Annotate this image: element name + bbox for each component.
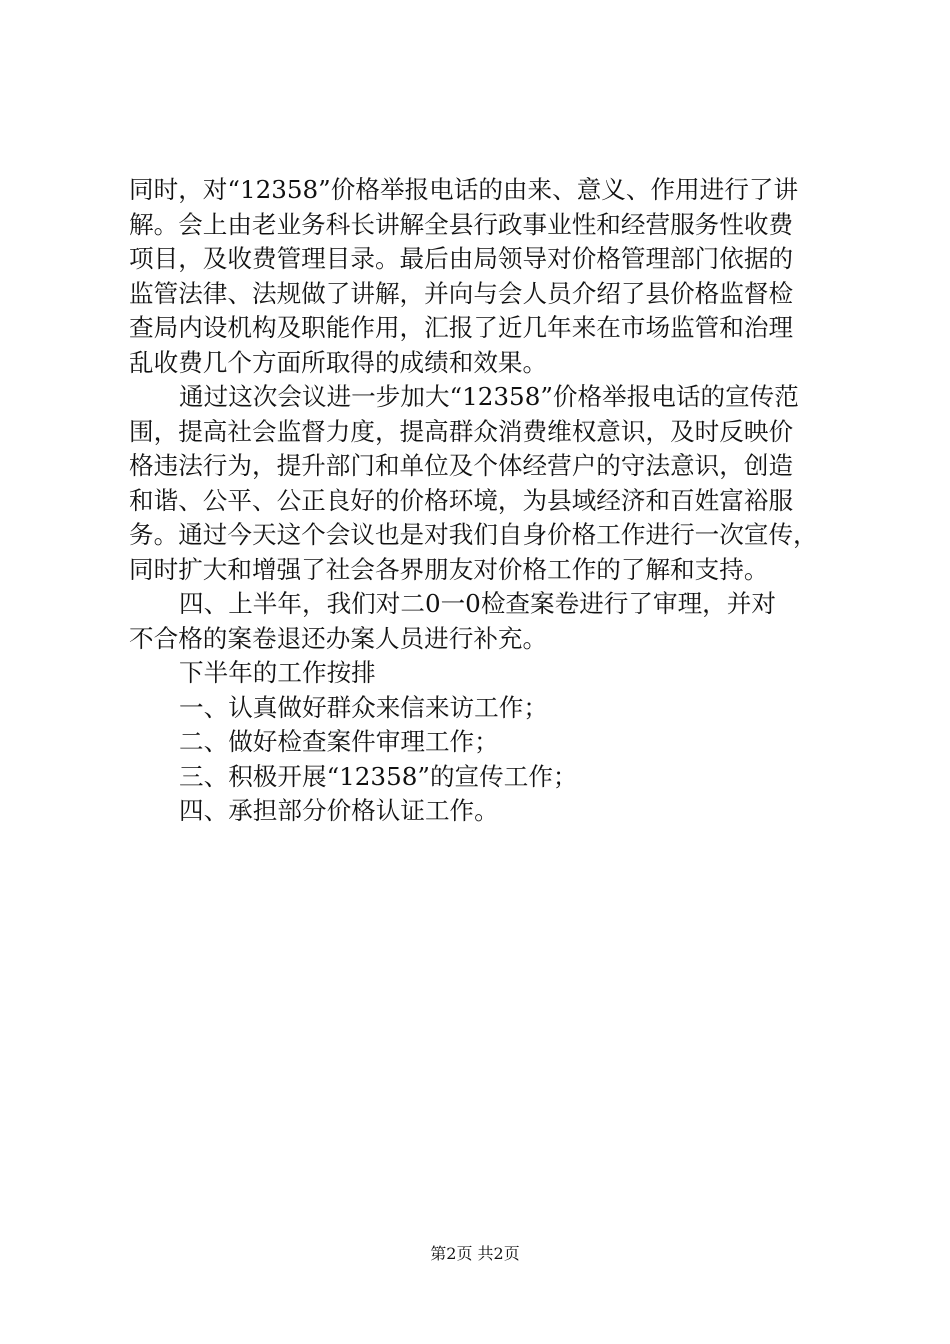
list-item: 三、积极开展“12358”的宣传工作； [179,761,578,791]
text-line: 监管法律、法规做了讲解，并向与会人员介绍了县价格监督检 [129,278,794,308]
text-line: 查局内设机构及职能作用，汇报了近几年来在市场监管和治理 [129,313,794,342]
page-number-footer: 第2页 共2页 [430,1244,520,1263]
text-line: 同时扩大和增强了社会各界朋友对价格工作的了解和支持。 [129,554,769,584]
text-line: 同时，对“12358”价格举报电话的由来、意义、作用进行了讲 [129,175,799,204]
text-line: 乱收费几个方面所取得的成绩和效果。 [129,347,548,377]
list-item: 二、做好检查案件审理工作； [179,727,499,756]
text-line: 解。会上由老业务科长讲解全县行政事业性和经营服务性收费 [129,209,794,239]
text-line: 通过这次会议进一步加大“12358”价格举报电话的宣传范 [179,382,799,411]
text-line: 不合格的案卷退还办案人员进行补充。 [129,623,548,653]
text-line: 项目，及收费管理目录。最后由局领导对价格管理部门依据的 [129,244,794,273]
list-item: 一、认真做好群众来信来访工作； [179,692,548,722]
text-line: 围，提高社会监督力度，提高群众消费维权意识，及时反映价 [129,416,794,446]
text-line: 四、上半年，我们对二0一0检查案卷进行了审理，并对 [179,589,776,618]
section-heading: 下半年的工作按排 [179,658,376,687]
text-line: 和谐、公平、公正良好的价格环境，为县域经济和百姓富裕服 [129,485,794,515]
text-line: 格违法行为，提升部门和单位及个体经营户的守法意识，创造 [129,451,794,480]
document-body [129,173,829,829]
list-item: 四、承担部分价格认证工作。 [179,796,499,825]
text-line: 务。通过今天这个会议也是对我们自身价格工作进行一次宣传， [129,520,818,549]
